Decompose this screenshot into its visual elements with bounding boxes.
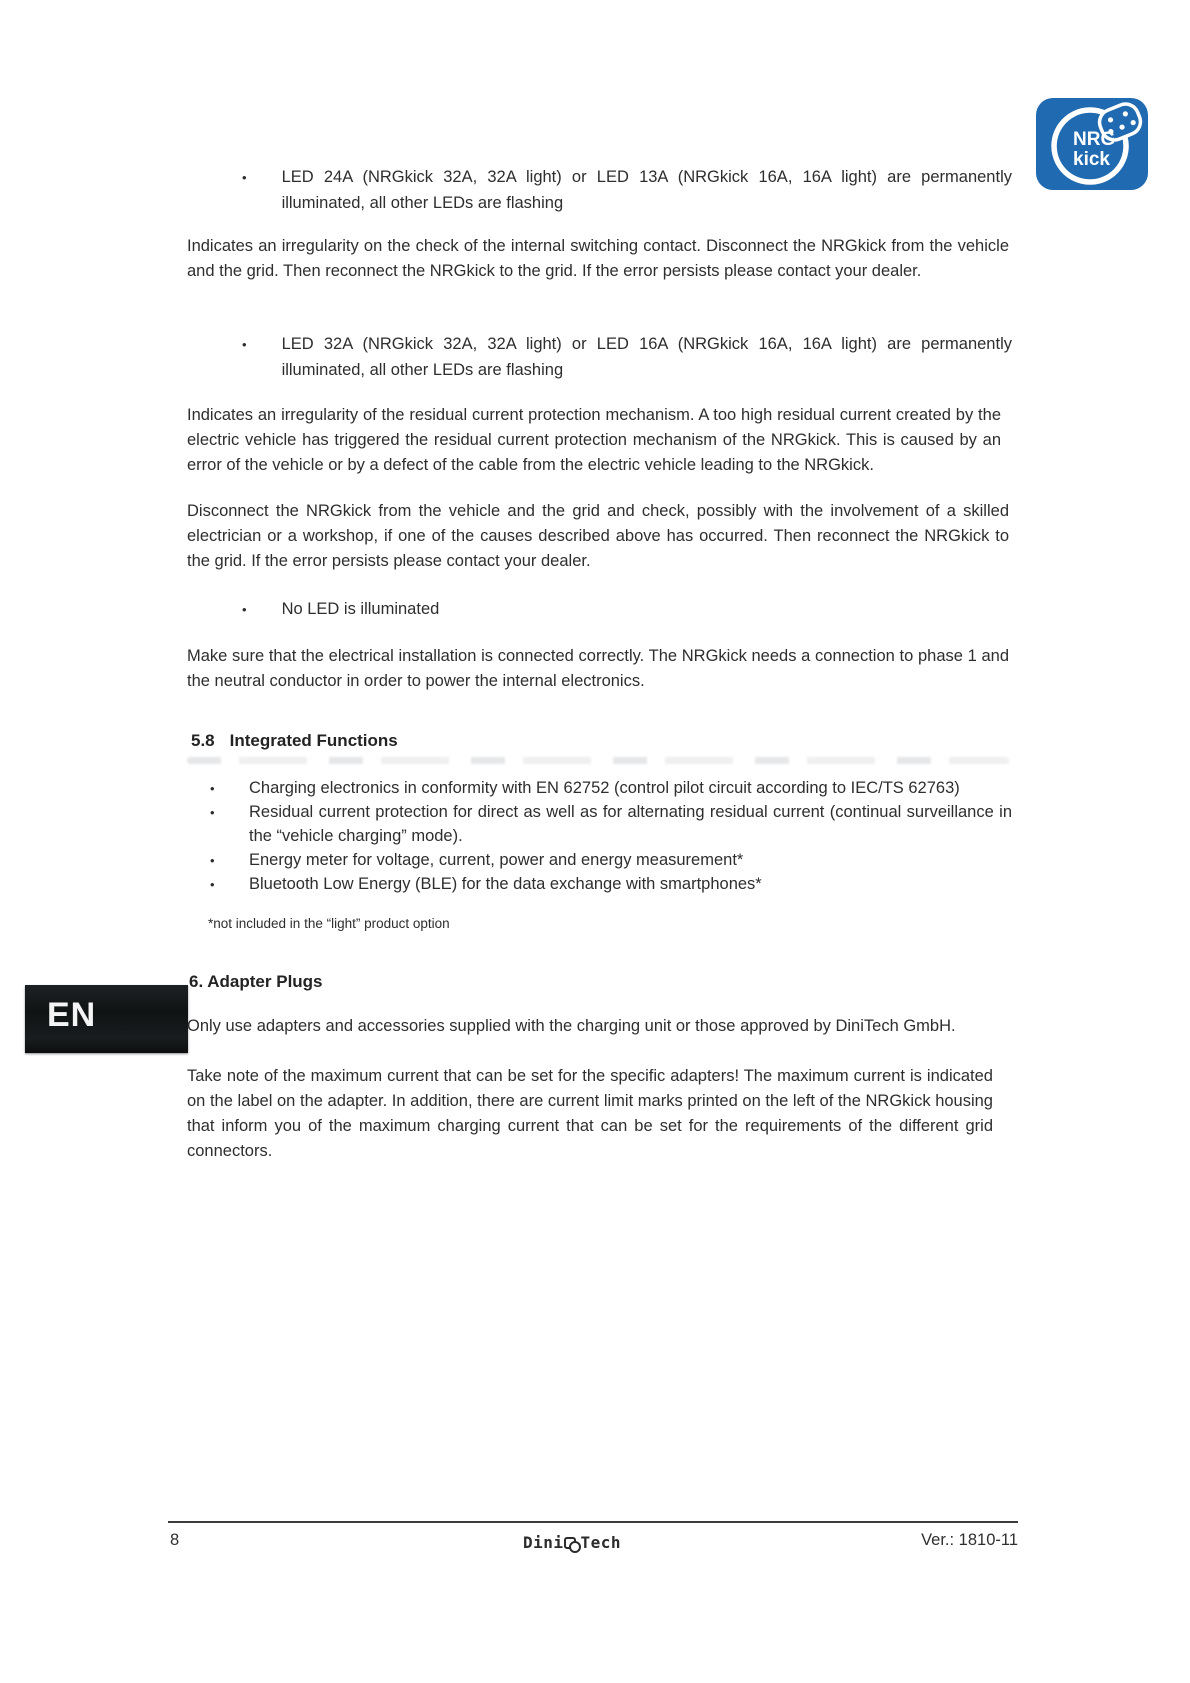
footnote: *not included in the “light” product option bbox=[208, 916, 450, 931]
bullet-text: LED 24A (NRGkick 32A, 32A light) or LED 13A (NRGkick 16A, 16A light) are permanently illuminated, all other LEDs are flashing bbox=[281, 168, 1012, 212]
heading-number: 5.8 bbox=[191, 731, 215, 750]
function-text: Charging electronics in conformity with EN 62752 (control pilot circuit according to IEC/TS 62763) bbox=[249, 779, 960, 797]
brand-right: Tech bbox=[580, 1533, 622, 1552]
brand-left: Dini bbox=[523, 1533, 564, 1552]
bullet-icon bbox=[242, 597, 247, 623]
language-tab-en bbox=[25, 985, 188, 1053]
function-text: Energy meter for voltage, current, power and energy measurement* bbox=[249, 851, 744, 869]
function-text: Residual current protection for direct as well as for alternating residual current (continual surveillance in the “vehicle charging” mode). bbox=[249, 803, 1012, 845]
scan-artifact-line bbox=[187, 757, 1009, 764]
function-text: Bluetooth Low Energy (BLE) for the data exchange with smartphones* bbox=[249, 875, 762, 893]
bullet-item-led32 bbox=[242, 331, 1012, 383]
paragraph-adapters-only: Only use adapters and accessories supplied with the charging unit or those approved by DiniTech GmbH. bbox=[187, 1017, 956, 1035]
paragraph-switching-contact: Indicates an irregularity on the check of the internal switching contact. Disconnect the NRGkick from the vehicle and the grid. Then reconnect the NRGkick to the grid. If the error persists please contact your dealer. bbox=[187, 237, 1009, 280]
nrgkick-logo bbox=[1036, 98, 1148, 190]
bullet-item-led24 bbox=[242, 164, 1012, 216]
bullet-icon bbox=[210, 801, 249, 849]
page-number: 8 bbox=[170, 1531, 180, 1549]
nrgkick-logo-icon bbox=[1036, 98, 1148, 190]
functions-list bbox=[210, 776, 1012, 896]
bullet-text: LED 32A (NRGkick 32A, 32A light) or LED 16A (NRGkick 16A, 16A light) are permanently illuminated, all other LEDs are flashing bbox=[281, 335, 1012, 379]
function-item bbox=[210, 776, 1012, 800]
language-tab-label: EN bbox=[47, 996, 97, 1034]
function-item bbox=[210, 848, 1012, 872]
heading-title: Integrated Functions bbox=[229, 731, 398, 750]
dinitech-logo bbox=[523, 1532, 621, 1552]
bullet-icon bbox=[210, 873, 249, 897]
paragraph-no-led: Make sure that the electrical installation is connected correctly. The NRGkick needs a connection to phase 1 and the neutral conductor in order to power the internal electronics. bbox=[187, 647, 1009, 690]
paragraph-adapters-note: Take note of the maximum current that can be set for the specific adapters! The maximum current is indicated on the label on the adapter. In addition, there are current limit marks printed on the left of the NRGkick housing that inform you of the maximum charging current that can be set for the requirements of the different grid connectors. bbox=[187, 1067, 993, 1160]
version-label: Ver.: 1810-11 bbox=[921, 1531, 1018, 1549]
logo-text-kick: kick bbox=[1073, 149, 1110, 170]
bullet-icon bbox=[210, 777, 249, 801]
dinitech-glyph-icon bbox=[564, 1536, 581, 1552]
function-item bbox=[210, 800, 1012, 848]
bullet-icon bbox=[242, 165, 247, 217]
paragraph-residual-action: Disconnect the NRGkick from the vehicle and the grid and check, possibly with the involvement of a skilled electrician or a workshop, if one of the causes described above has occurred. Then reconnect the NRGkick to the grid. If the error persists please contact your dealer. bbox=[187, 502, 1009, 570]
bullet-text: No LED is illuminated bbox=[281, 600, 440, 618]
logo-text-nrg: NRG bbox=[1073, 129, 1116, 150]
footer-rule bbox=[168, 1521, 1018, 1523]
bullet-icon bbox=[242, 332, 247, 384]
footer bbox=[168, 1531, 1018, 1557]
heading-adapter-plugs: 6. Adapter Plugs bbox=[189, 972, 323, 991]
paragraph-residual-cause: Indicates an irregularity of the residual current protection mechanism. A too high residual current created by the electric vehicle has triggered the residual current protection mechanism of the NRGkick. This is caused by an error of the vehicle or by a defect of the cable from the electric vehicle leading to the NRGkick. bbox=[187, 406, 1001, 474]
bullet-icon bbox=[210, 849, 249, 873]
heading-integrated-functions bbox=[191, 728, 398, 753]
function-item bbox=[210, 872, 1012, 896]
bullet-item-no-led bbox=[242, 596, 1012, 622]
